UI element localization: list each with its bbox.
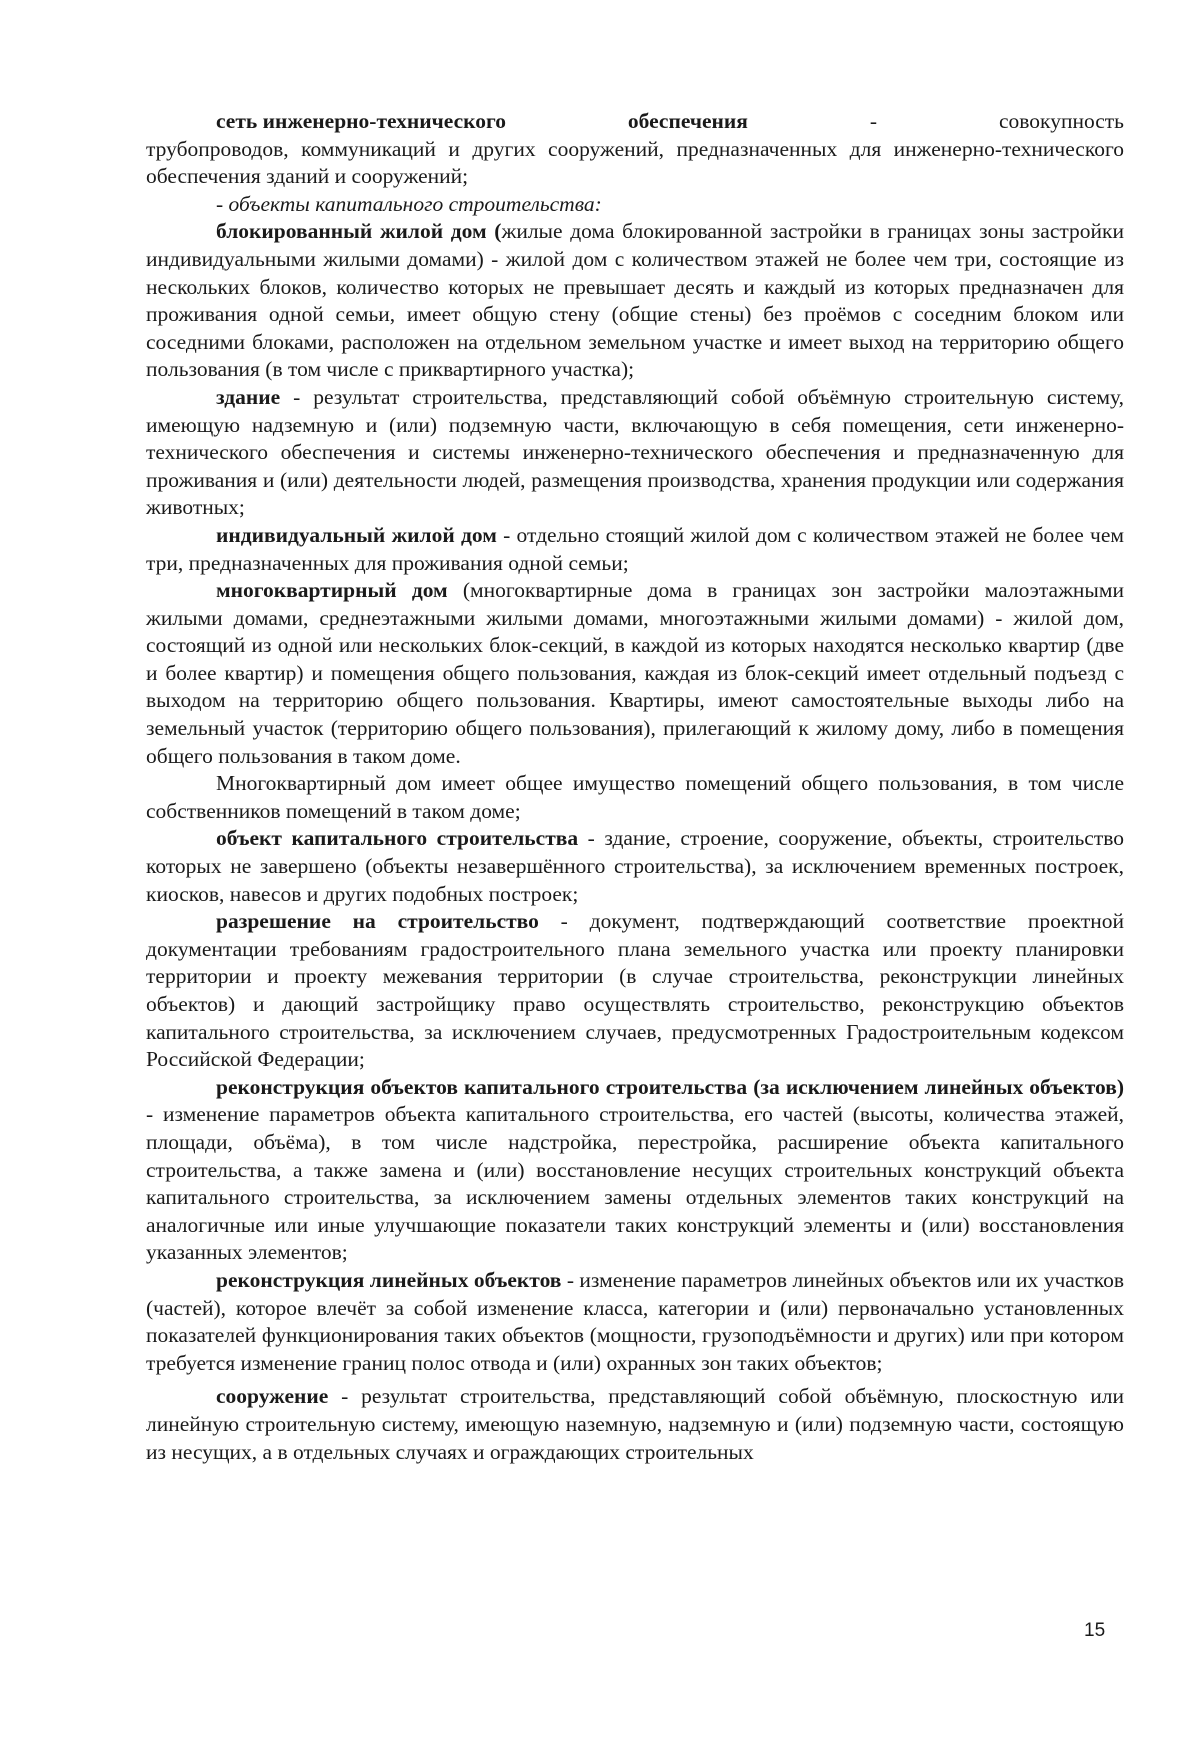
document-body — [146, 108, 1124, 1466]
definition-paragraph — [146, 1383, 1124, 1466]
definition-text: - документ, подтверждающий соответствие проектной документации требованиям градостроительного плана земельного участка или проекту планировки территории и проекту межевания территории (в случае строительства, реконструкции линейных объектов) и дающий застройщику право осуществлять строительство, реконструкцию объектов капитального строительства, за исключением случаев, предусмотренных Градостроительным кодексом Российской Федерации; — [146, 909, 1125, 1072]
definition-text: - здание, строение, сооружение, объекты, строительство которых не завершено (объекты незавершённого строительства), за исключением временных построек, киосков, навесов и других подобных построек; — [146, 826, 1124, 906]
intro-term: сеть инженерно-технического — [216, 109, 506, 133]
definition-term: разрешение на строительство — [216, 909, 539, 934]
definition-text: (многоквартирные дома в границах зон застройки малоэтажными жилыми домами, среднеэтажными жилыми домами, многоэтажными жилыми домами) - жилой дом, состоящий из одной или нескольких блок-секций, в каждой из которых находятся несколько квартир (две и более квартир) и помещения общего пользования, каждая из блок-секций имеет отдельный подъезд с выходом на территорию общего пользования. Квартиры, имеют самостоятельные выходы либо на земельный участок (территорию общего пользования), прилегающий к жилому дому, либо в помещения общего пользования в таком доме. — [146, 578, 1124, 768]
definition-paragraph — [146, 825, 1124, 908]
definition-text: Многоквартирный дом имеет общее имущество помещений общего пользования, в том числе собственников помещений в таком доме; — [146, 771, 1124, 823]
intro-first-line — [216, 108, 1124, 136]
definition-paragraph — [146, 1267, 1124, 1377]
section-subheading: - объекты капитального строительства: — [216, 191, 602, 216]
definition-text: - результат строительства, представляющий собой объёмную, плоскостную или линейную строительную систему, имеющую наземную, надземную и (или) подземную части, состоящую из несущих, а в отдельных случаях и ограждающих строительных — [146, 1384, 1124, 1464]
definition-term: индивидуальный жилой дом — [216, 522, 497, 547]
intro-rest: трубопроводов, коммуникаций и других сооружений, предназначенных для инженерно-технического обеспечения зданий и сооружений; — [146, 136, 1124, 189]
definition-text: - изменение параметров линейных объектов или их участков (частей), которое влечёт за собой изменение класса, категории и (или) первоначально установленных показателей функционирования таких объектов (мощности, грузоподъёмности и других) или при котором требуется изменение границ полос отвода и (или) охранных зон таких объектов; — [146, 1267, 1124, 1375]
definition-paragraph — [146, 1074, 1124, 1267]
definition-paragraph — [146, 218, 1124, 384]
intro-term-2: обеспечения — [627, 109, 748, 133]
definition-text: жилые дома блокированной застройки в границах зоны застройки индивидуальными жилыми домами) - жилой дом с количеством этажей не более чем три, состоящие из нескольких блоков, количество которых не превышает десять и каждый из которых предназначен для проживания одной семьи, имеет общую стену (общие стены) без проёмов с соседним блоком или соседними блоками, расположен на отдельном земельном участке и имеет выход на территорию общего пользования (в том числе с приквартирного участка); — [146, 219, 1124, 382]
definition-text: - отдельно стоящий жилой дом с количеством этажей не более чем три, предназначенных для проживания одной семьи; — [146, 522, 1124, 575]
definition-text: - изменение параметров объекта капитального строительства, его частей (высоты, количества этажей, площади, объёма), в том числе надстройка, перестройка, расширение объекта капитального строительства, а также замена и (или) восстановление несущих строительных конструкций объекта капитального строительства, за исключением замены отдельных элементов таких конструкций на аналогичные или иные улучшающие показатели таких конструкций элементы и (или) восстановления указанных элементов; — [146, 1102, 1124, 1265]
page-number: 15 — [1084, 1620, 1106, 1641]
definition-paragraph — [146, 522, 1124, 577]
definition-paragraph — [146, 577, 1124, 770]
definition-paragraph — [146, 770, 1124, 825]
definition-term: многоквартирный дом — [216, 578, 448, 603]
definition-text: - результат строительства, представляющий собой объёмную строительную систему, имеющую надземную и (или) подземную части, включающую в себя помещения, сети инженерно-технического обеспечения и системы инженерно-технического обеспечения и предназначенную для проживания и (или) деятельности людей, размещения производства, хранения продукции или содержания животных; — [146, 384, 1124, 520]
definition-term: реконструкция линейных объектов — [216, 1267, 562, 1292]
intro-dash: - — [869, 109, 878, 133]
definition-term: реконструкция объектов капитального строительства (за исключением линейных объектов) — [216, 1074, 1124, 1099]
definition-term: сооружение — [216, 1384, 329, 1409]
definition-term: объект капитального строительства — [216, 826, 579, 851]
definition-term: блокированный жилой дом ( — [216, 219, 502, 244]
definition-paragraph — [146, 908, 1124, 1074]
definition-term: здание — [216, 384, 281, 409]
definition-paragraph — [146, 384, 1124, 522]
intro-word: совокупность — [999, 109, 1124, 133]
